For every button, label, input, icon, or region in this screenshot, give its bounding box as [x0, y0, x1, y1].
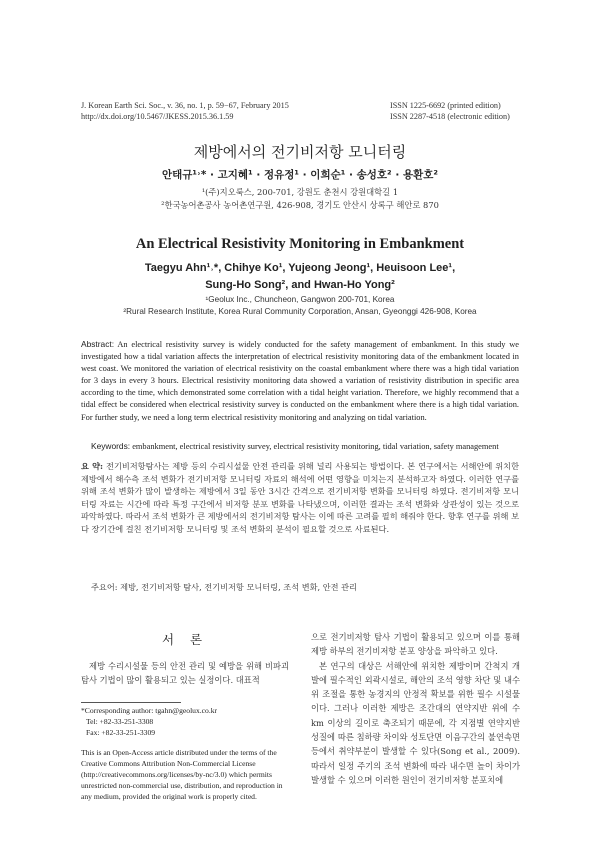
- english-affiliation-2: ²Rural Research Institute, Korea Rural Community Corporation, Ansan, Gyeonggi 426-908, Korea: [123, 307, 477, 316]
- abstract: [81, 338, 519, 424]
- korean-title: 제방에서의 전기비저항 모니터링: [193, 143, 407, 161]
- korean-affiliation-1: ¹(주)지오룩스, 200-701, 강원도 춘천시 강원대학길 1: [201, 187, 399, 197]
- intro-left-paragraph: 제방 수리시설물 등의 안전 관리 및 예방을 위해 비파괴 탐사 기법이 많이 활용되고 있는 실정이다. 대표적: [81, 661, 289, 686]
- intro-right-paragraph-1: 으로 전기비저항 탐사 기법이 활용되고 있으며 이를 통해 제방 하부의 전기비저항 분포 양상을 파악하고 있다.: [311, 632, 520, 657]
- korean-abstract: [81, 460, 519, 536]
- intro-right-paragraph-2: 본 연구의 대상은 서해안에 위치한 제방이며 간척지 개발에 필수적인 외곽시설로, 해안의 조석 영향 차단 및 내수위 조절을 통한 농경지의 안정적 확보를 위한 필수 시설물이다. 그러나 이러한 제방은 조간대의 연약지반 위에 수km 이상의 길이로 축조되기 때문에, 각 지점별 연약지반 성질에 따른 침하량 차이와 성토단면 이음구간의 불연속면 등에서 취약부분이 발생할 수 있다(Song et al., 2009). 따라서 일정 주기의 조석 변화에 따라 내수면 높이 차이가 발생할 수 있으며 이러한 원인이 전기비저항 분포치에: [311, 660, 520, 785]
- english-affiliation-1: ¹Geolux Inc., Chuncheon, Gangwon 200-701, Korea: [205, 295, 395, 304]
- license-note: This is an Open-Access article distributed under the terms of the Creative Commons Attribution Non-Commercial License (http://creativecommons.org/licenses/by-nc/3.0) which permits unrestricted non-commercial use, distribution, and reproduction in any medium, provided the original work is properly cited.: [81, 748, 283, 801]
- korean-abstract-text: 전기비저항탐사는 제방 등의 수리시설물 안전 관리를 위해 널리 사용되는 방법이다. 본 연구에서는 서해안에 위치한 제방에서 해수측 조석 변화가 전기비저항 모니터링 자료의 해석에 어떤 영향을 미치는지 분석하고자 하였다. 이러한 연구를 위해 조석 변화가 많이 발생하는 제방에서 3일 동안 3시간 간격으로 전기비저항 변화를 모니터링 하였다. 전기비저항 모니터링 자료는 시간에 따라 특정 구간에서 비저항 분포 변화를 나타냈으며, 이러한 결과는 조석 변화와 상관성이 있는 것으로 파악하였다. 따라서 조석 변화가 큰 제방에서의 전기비저항 탐사는 이에 따른 고려를 필히 해줘야 한다. 향후 연구를 위해 보다 장기간에 걸친 전기비저항 모니터링 및 조석 변화의 분석이 필요할 것으로 사료된다.: [81, 461, 519, 534]
- author-fax: Fax: +82-33-251-3309: [86, 727, 156, 737]
- korean-keywords-text: 제방, 전기비저항 탐사, 전기비저항 모니터링, 조석 변화, 안전 관리: [117, 582, 357, 592]
- journal-citation: J. Korean Earth Sci. Soc., v. 36, no. 1, p. 59−67, February 2015: [81, 101, 289, 110]
- abstract-label: Abstract:: [81, 339, 115, 349]
- keywords-text: embankment, electrical resistivity survey, electrical resistivity monitoring, tidal variation, safety management: [130, 442, 499, 451]
- english-authors-line-2: Sung-Ho Song², and Hwan-Ho Yong²: [205, 279, 395, 291]
- issn-electronic: ISSN 2287-4518 (electronic edition): [390, 112, 510, 121]
- english-authors: [0, 260, 600, 294]
- issn-block: [390, 100, 540, 122]
- abstract-text: An electrical resistivity survey is widely conducted for the safety management of embankment. In this study we investigated how a tidal variation affects the interpretation of electrical resistivity monitoring data of the embankment located in west coast. We monitored the variation of electrical resistivity on the coastal embankment where there was a high tidal variation for 3 days in every 3 hours. Electrical resistivity monitoring data showed a variation of resistivity distribution in specific area according to the time, which demonstrated some correlation with a tidal height variation. Therefore, we highly recommend that a tidal effect be considered when electrical resistivity survey is conducted on the embankment where there is a high tidal variation. For further study, we need a long term electrical resistivity monitoring and analyzing on tidal variation.: [81, 340, 519, 422]
- korean-abstract-label: 요 약:: [81, 461, 104, 471]
- korean-keywords: [91, 581, 521, 594]
- korean-authors: 안태규¹˒* · 고지혜¹ · 정유정¹ · 이희순¹ · 송성호² · 용환호²: [161, 169, 438, 181]
- doi-link[interactable]: http://dx.doi.org/10.5467/JKESS.2015.36.1.59: [81, 112, 234, 121]
- korean-keywords-label: 주요어:: [91, 582, 118, 592]
- keywords: [91, 440, 521, 453]
- footnote-divider: [81, 702, 181, 703]
- english-authors-line-1: Taegyu Ahn¹˒*, Chihye Ko¹, Yujeong Jeong¹, Heuisoon Lee¹,: [144, 262, 456, 274]
- journal-header: [81, 100, 341, 122]
- korean-affiliations: [0, 186, 600, 211]
- keywords-label: Keywords:: [91, 441, 131, 451]
- intro-right-column: [311, 630, 520, 787]
- issn-print: ISSN 1225-6692 (printed edition): [390, 101, 501, 110]
- korean-affiliation-2: ²한국농어촌공사 농어촌연구원, 426-908, 경기도 안산시 상록구 해안로 870: [161, 199, 439, 210]
- corresponding-author: *Corresponding author: tgahn@geolux.co.kr: [81, 706, 218, 715]
- english-affiliations: [0, 294, 600, 318]
- english-title: An Electrical Resistivity Monitoring in Embankment: [135, 236, 465, 252]
- footnote: [81, 706, 291, 802]
- author-tel: Tel: +82-33-251-3308: [86, 716, 154, 726]
- introduction-heading: 서 론: [161, 632, 209, 647]
